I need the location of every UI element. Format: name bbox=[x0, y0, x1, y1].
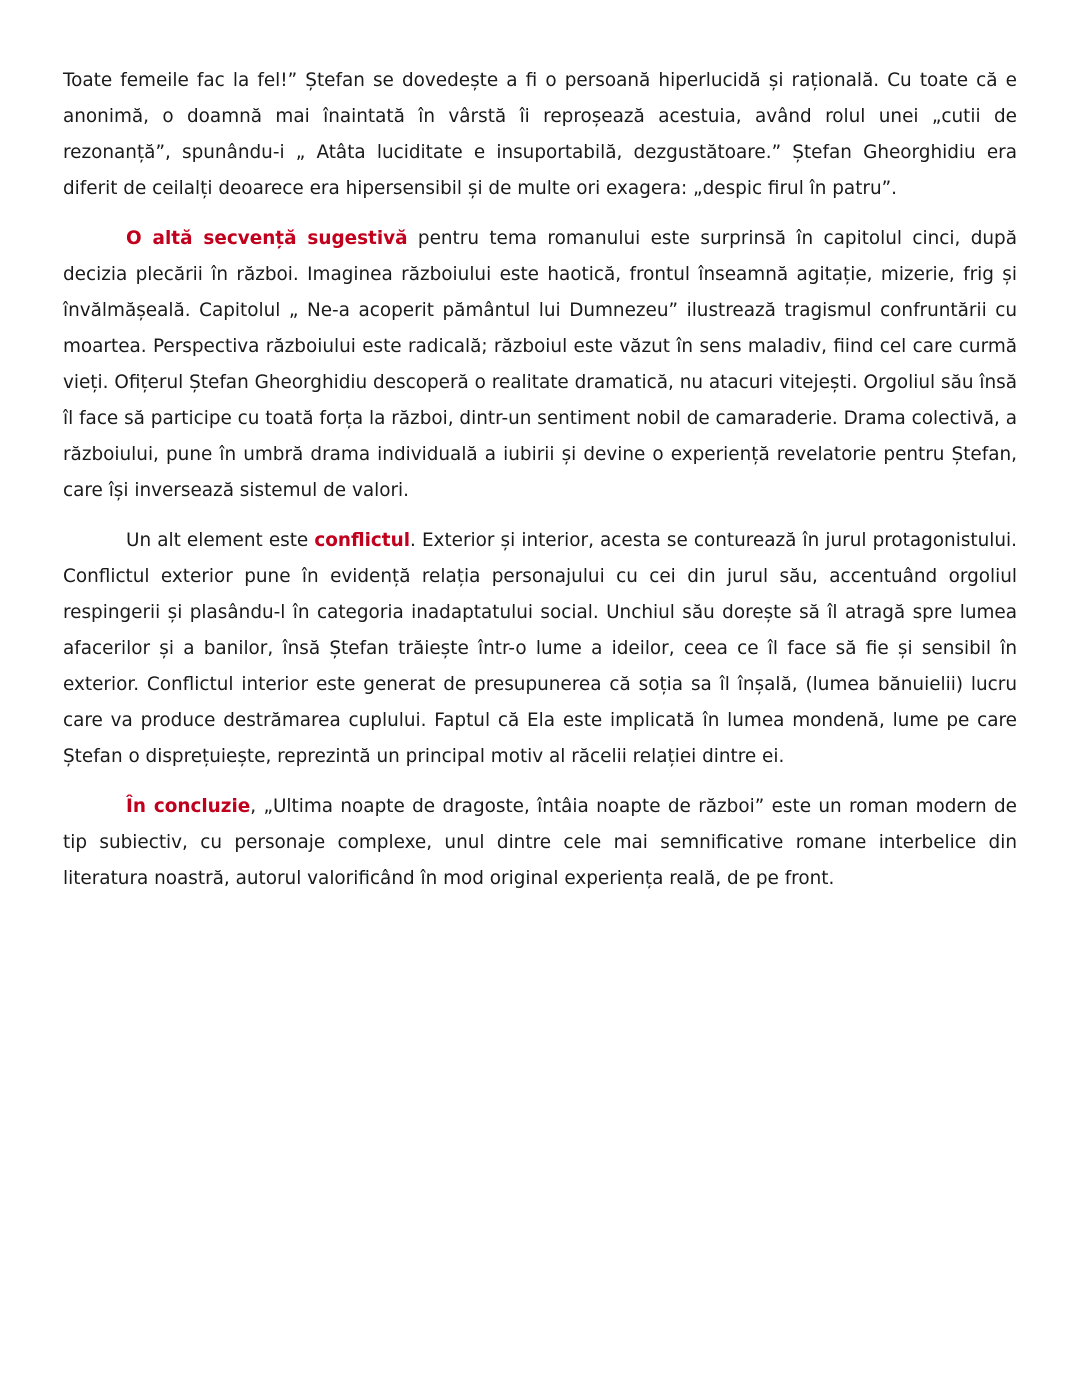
highlight-heading: În concluzie bbox=[126, 796, 251, 817]
paragraph-conflict bbox=[63, 523, 1017, 775]
paragraph-text: Un alt element este bbox=[126, 530, 315, 551]
paragraph-text: , „Ultima noapte de dragoste, întâia noapte de război” este un roman modern de tip subiectiv, cu personaje complexe, unul dintre cele mai semnificative romane interbelice din literatura noastră, autorul valorificând în mod original experiența reală, de pe front. bbox=[63, 796, 1017, 889]
document-page bbox=[63, 63, 1017, 911]
paragraph-concluzie bbox=[63, 789, 1017, 897]
paragraph-text: pentru tema romanului este surprinsă în capitolul cinci, după decizia plecării în război. Imaginea războiului este haotică, frontul înseamnă agitație, mizerie, frig și învălmășeală. Capitolul „ Ne-a acoperit pământul lui Dumnezeu” ilustrează tragismul confruntării cu moartea. Perspectiva războiului este radicală; războiul este văzut în sens maladiv, fiind cel care curmă vieți. Ofițerul Ștefan Gheorghidiu descoperă o realitate dramatică, nu atacuri vitejești. Orgoliul său însă îl face să participe cu toată forța la război, dintr-un sentiment nobil de camaraderie. Drama colectivă, a războiului, pune în umbră drama individuală a iubirii și devine o experiență revelatorie pentru Ștefan, care își inversează sistemul de valori. bbox=[63, 228, 1017, 501]
paragraph-text: . Exterior și interior, acesta se conturează în jurul protagonistului. Conflictul exterior pune în evidență relația personajului cu cei din jurul său, accentuând orgoliul respingerii și plasându-l în categoria inadaptatului social. Unchiul său dorește să îl atragă spre lumea afacerilor și a banilor, însă Ștefan trăiește într-o lume a ideilor, ceea ce îl face să fie și sensibil în exterior. Conflictul interior este generat de presupunerea că soția sa îl înșală, (lumea bănuielii) lucru care va produce destrămarea cuplului. Faptul că Ela este implicată în lumea mondenă, lume pe care Ștefan o disprețuiește, reprezintă un principal motiv al răcelii relației dintre ei. bbox=[63, 530, 1017, 767]
highlight-heading: O altă secvență sugestivă bbox=[126, 228, 408, 249]
highlight-heading: conflictul bbox=[314, 530, 410, 551]
paragraph-stefan-luciditate bbox=[63, 63, 1017, 207]
paragraph-secventa-razboi bbox=[63, 221, 1017, 509]
paragraph-text: Toate femeile fac la fel!” Ștefan se dovedește a fi o persoană hiperlucidă și rațională. Cu toate că e anonimă, o doamnă mai înaintată în vârstă îi reproșează acestuia, având rolul unei „cutii de rezonanță”, spunându-i „ Atâta luciditate e insuportabilă, dezgustătoare.” Ștefan Gheorghidiu era diferit de ceilalți deoarece era hipersensibil și de multe ori exagera: „despic firul în patru”. bbox=[63, 70, 1017, 199]
